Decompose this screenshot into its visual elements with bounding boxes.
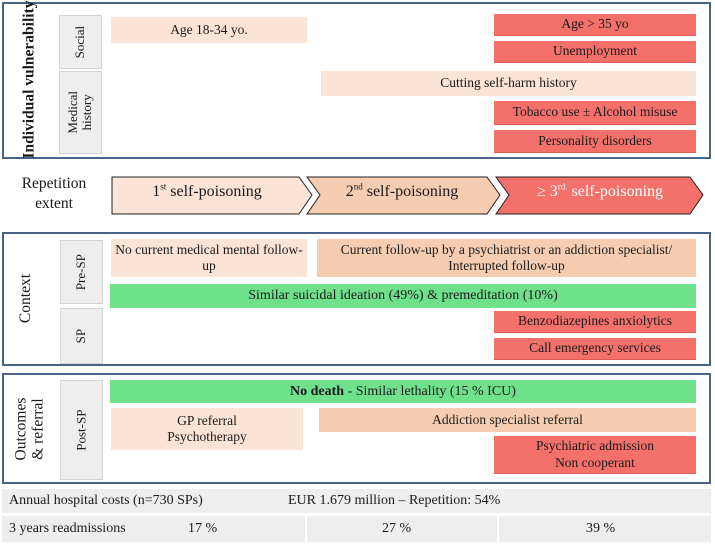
age-old-box: Age > 35 yo (494, 14, 696, 36)
costs-label: Annual hospital costs (n=730 SPs) (9, 493, 203, 508)
no-death-box: No death - Similar lethality (15 % ICU) (110, 380, 696, 403)
readmissions-second: 27 % (382, 521, 412, 536)
psychiatric-admission-box: Psychiatric admission Non cooperant (494, 436, 696, 474)
repetition-title: Repetition extent (21, 175, 87, 213)
current-followup-box: Current follow-up by a psychiatrist or an addiction specialist/ Interrupted follow-up (317, 239, 696, 277)
sp-label: SP (60, 308, 103, 364)
context-title: Context (17, 274, 35, 324)
benzodiazepines-box: Benzodiazepines anxiolytics (494, 311, 696, 333)
tobacco-box: Tobacco use ± Alcohol misuse (494, 101, 696, 125)
first-sp-label: 1st self-poisoning (152, 181, 262, 200)
readmissions-divider-2 (497, 516, 499, 542)
emergency-services-box: Call emergency services (494, 338, 696, 360)
post-sp-label: Post-SP (60, 380, 103, 480)
addiction-referral-box: Addiction specialist referral (319, 408, 696, 432)
social-label: Social (59, 15, 102, 69)
ideation-box: Similar suicidal ideation (49%) & premeditation (10%) (110, 284, 696, 308)
readmissions-row (2, 516, 711, 542)
age-young-box: Age 18-34 yo. (111, 17, 307, 43)
outcomes-title: Outcomes & referral (11, 397, 47, 461)
costs-value: EUR 1.679 million – Repetition: 54% (288, 493, 501, 508)
pre-sp-label: Pre-SP (60, 240, 103, 304)
personality-box: Personality disorders (494, 130, 696, 153)
costs-row (2, 489, 711, 513)
vulnerability-title: Individual vulnerability (20, 0, 38, 160)
readmissions-third: 39 % (586, 521, 616, 536)
medical-history-label: Medical history (59, 71, 102, 154)
readmissions-label: 3 years readmissions (9, 521, 126, 536)
readmissions-divider-1 (305, 516, 307, 542)
readmissions-first: 17 % (188, 521, 218, 536)
gp-referral-box: GP referral Psychotherapy (111, 408, 303, 450)
third-sp-label: ≥ $3^{rd.}$ self-poisoning (536, 181, 664, 200)
cutting-history-box: Cutting self-harm history (321, 71, 696, 96)
second-sp-label: 2nd self-poisoning (345, 181, 459, 200)
unemployment-box: Unemployment (494, 41, 696, 63)
no-followup-box: No current medical mental follow-up (111, 239, 307, 277)
